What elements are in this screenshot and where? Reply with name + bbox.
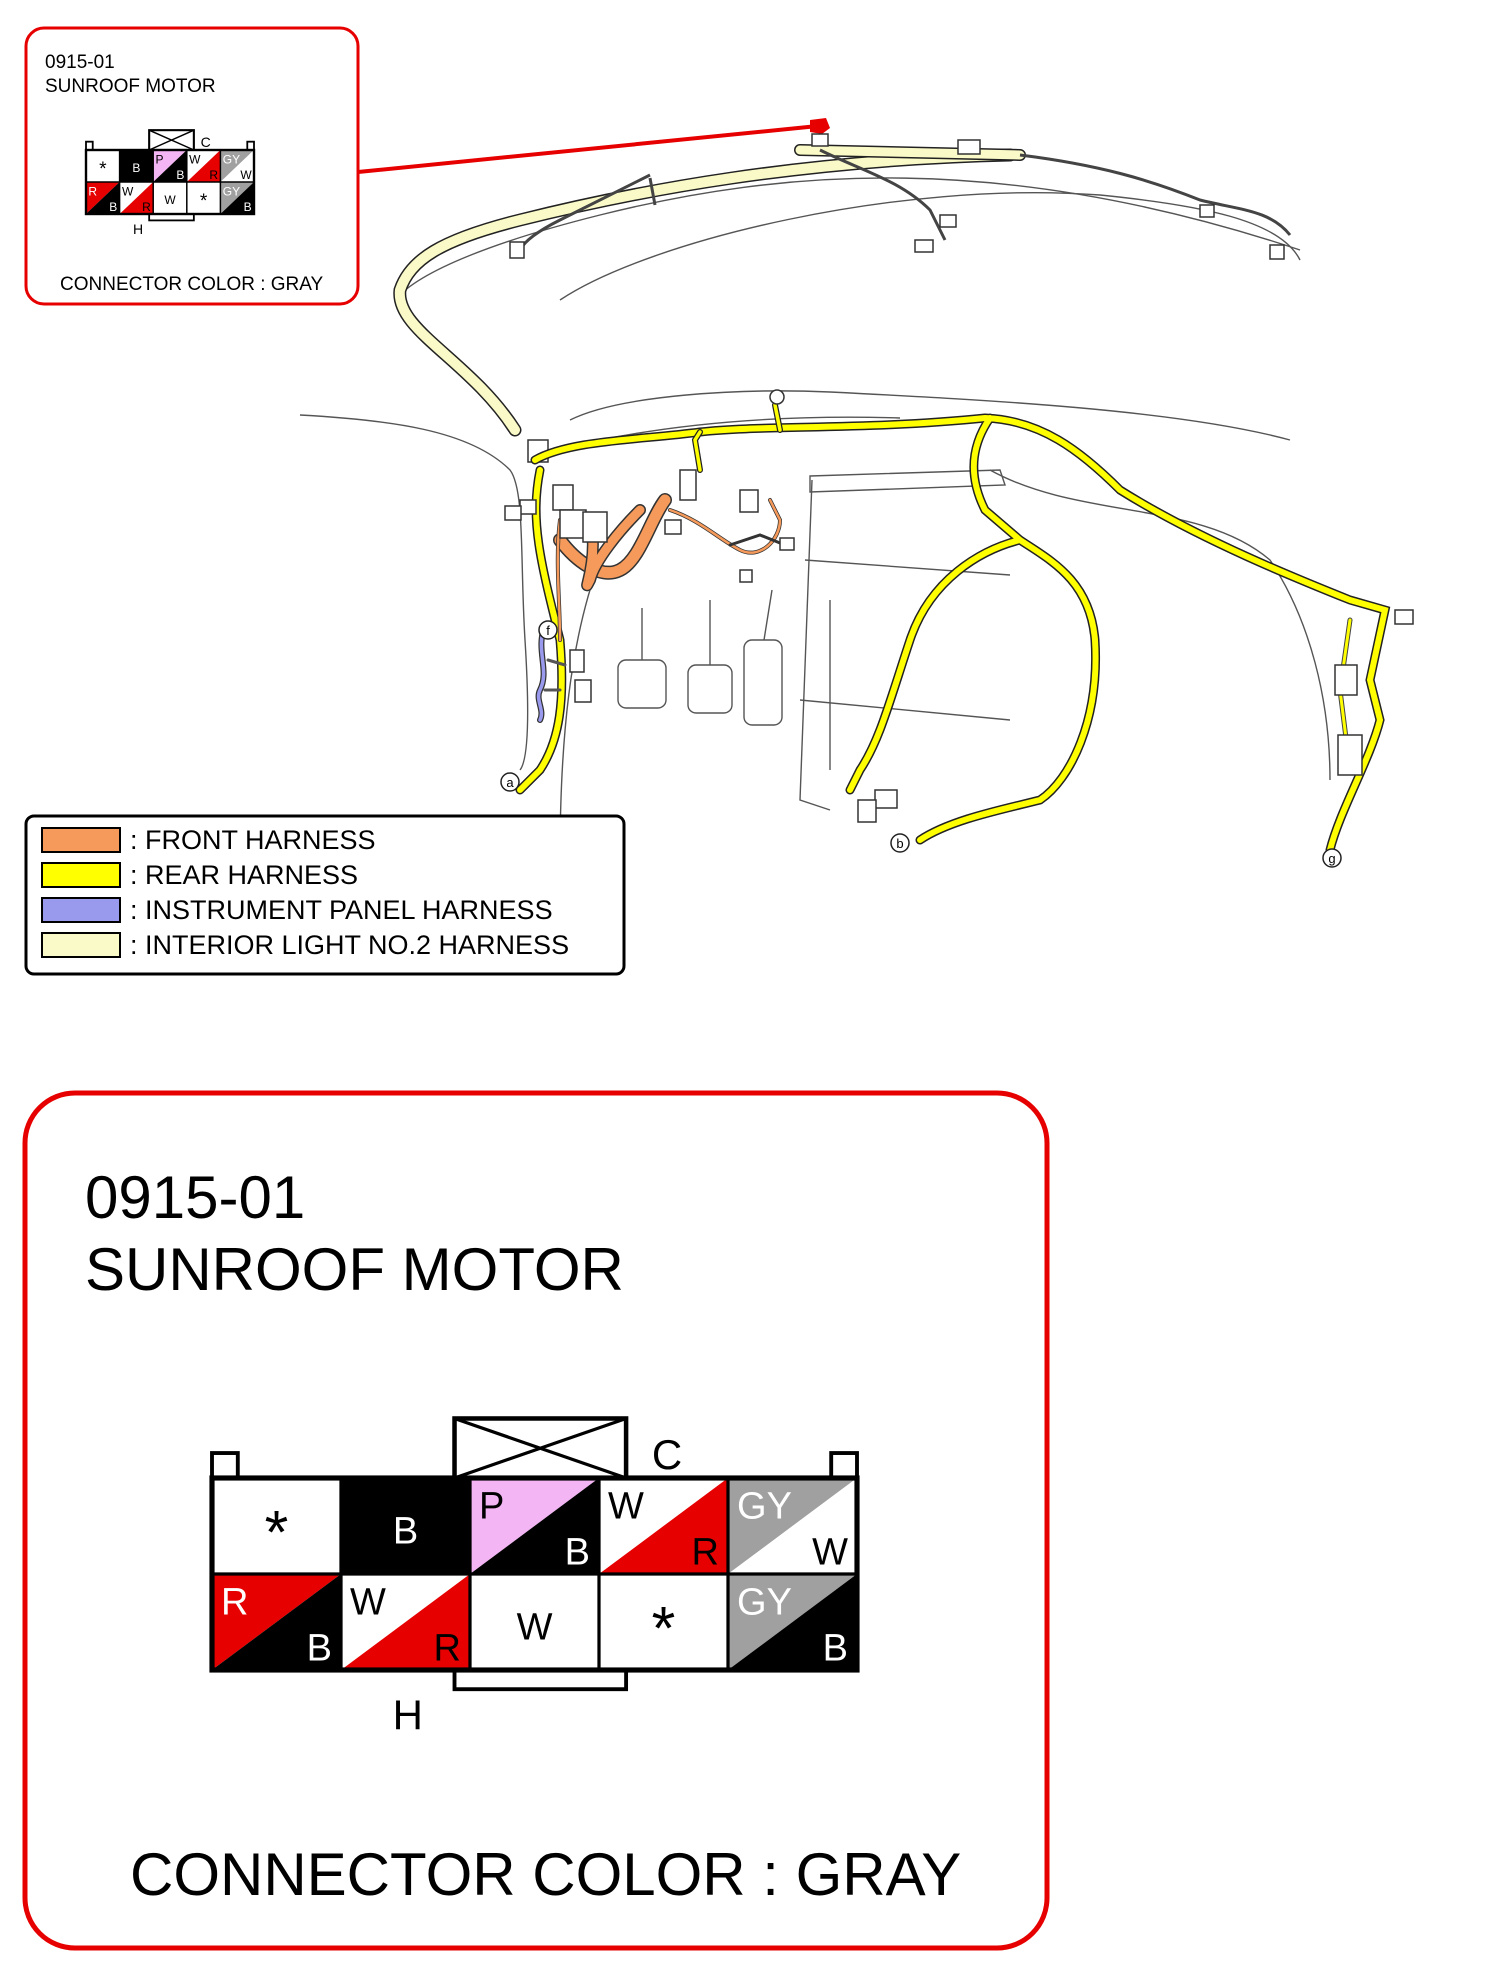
small-pin-label: B	[132, 160, 141, 175]
legend-label: : INTERIOR LIGHT NO.2 HARNESS	[130, 930, 570, 960]
legend-label: : REAR HARNESS	[130, 860, 359, 890]
small-left-tab	[86, 142, 93, 150]
large-pin-label-a: P	[479, 1485, 505, 1528]
small-pin-label-b: W	[240, 167, 252, 182]
interior-light-connectors	[510, 134, 1284, 462]
large-pin-label-a: W	[350, 1581, 386, 1624]
large-pin-star: *	[264, 1497, 289, 1566]
small-pin-label-a: R	[88, 184, 98, 199]
callout-large	[25, 1093, 1047, 1948]
legend-swatch	[42, 863, 120, 887]
large-pin-label: B	[392, 1510, 419, 1553]
small-right-tab	[247, 142, 254, 150]
rear-harness-connectors	[505, 390, 1413, 822]
small-pin-star: *	[99, 158, 107, 180]
large-pin-label-a: R	[221, 1581, 249, 1624]
small-pin-label-a: P	[155, 152, 164, 167]
legend-swatch	[42, 933, 120, 957]
small-pin-label: W	[164, 192, 176, 207]
callout-large-code: 0915-01	[85, 1164, 306, 1231]
small-pin-label-a: W	[189, 152, 201, 167]
callout-small-color: CONNECTOR COLOR : GRAY	[60, 274, 324, 295]
large-pin-label-b: B	[822, 1627, 848, 1670]
small-pin-label-b: B	[243, 199, 252, 214]
location-markers	[501, 621, 1341, 867]
callout-leader-line	[358, 126, 818, 172]
small-corner-c: C	[200, 134, 211, 151]
large-pin-label-b: W	[812, 1531, 848, 1574]
marker-f: f	[546, 623, 550, 638]
small-pin-label-b: B	[109, 199, 118, 214]
marker-a: a	[506, 775, 514, 790]
small-pin-label-a: GY	[222, 184, 241, 199]
large-bottom-tab	[455, 1670, 627, 1689]
marker-g: g	[1328, 851, 1336, 866]
large-right-tab	[831, 1453, 857, 1478]
large-pin-label-b: R	[691, 1531, 719, 1574]
large-pin-label-a: W	[608, 1485, 644, 1528]
instrument-panel-connectors	[570, 650, 591, 702]
callout-large-color: CONNECTOR COLOR : GRAY	[130, 1841, 962, 1908]
callout-small-name: SUNROOF MOTOR	[45, 76, 216, 97]
small-corner-h: H	[133, 220, 144, 237]
callout-small-code: 0915-01	[45, 52, 115, 73]
legend-swatch	[42, 828, 120, 852]
small-pin-star: *	[199, 190, 208, 212]
large-pin-label-b: R	[433, 1627, 461, 1670]
interior-light-harness	[400, 150, 1290, 430]
large-pin-label-a: GY	[737, 1581, 792, 1624]
callout-large-name: SUNROOF MOTOR	[85, 1236, 624, 1303]
large-pin-label: W	[516, 1606, 553, 1649]
legend-swatch	[42, 898, 120, 922]
small-pin-label-a: GY	[222, 152, 241, 167]
marker-b: b	[896, 836, 904, 851]
small-pin-label-b: R	[209, 167, 219, 182]
large-pin-star: *	[651, 1593, 676, 1662]
large-pin-label-b: B	[564, 1531, 590, 1574]
legend-label: : INSTRUMENT PANEL HARNESS	[130, 895, 553, 925]
callout-small	[26, 28, 358, 304]
small-pin-label-b: R	[142, 199, 151, 214]
large-corner-c: C	[651, 1431, 683, 1479]
harness-legend	[26, 816, 624, 974]
small-pin-label-b: B	[176, 167, 185, 182]
large-corner-h: H	[392, 1691, 423, 1739]
large-pin-label-a: GY	[737, 1485, 792, 1528]
large-left-tab	[212, 1453, 238, 1478]
large-pin-label-b: B	[306, 1627, 332, 1670]
callout-leader-tip	[810, 118, 830, 134]
legend-label: : FRONT HARNESS	[130, 825, 376, 855]
small-pin-label-a: W	[121, 184, 134, 199]
